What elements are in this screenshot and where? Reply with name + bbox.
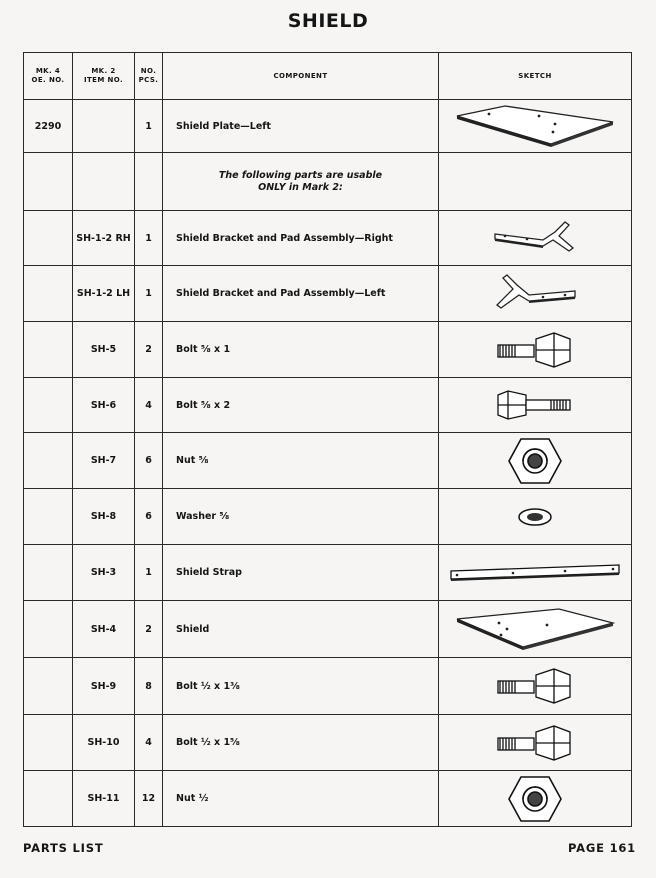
table-row <box>24 545 632 601</box>
mk4-oe-number-cell <box>24 378 73 433</box>
component-cell: Bolt ⅝ x 1 <box>163 322 439 378</box>
header-mk4 <box>24 53 73 100</box>
usage-note-line: ONLY in Mark 2: <box>258 181 343 193</box>
mk2-item-number-cell: SH-8 <box>73 489 135 545</box>
shield-plate-icon <box>439 607 631 651</box>
component-cell: Shield Bracket and Pad Assembly—Right <box>163 211 439 266</box>
header-pcs-line2: PCS. <box>138 76 159 84</box>
mk4-oe-number-cell <box>24 211 73 266</box>
mk4-oe-number-cell <box>24 266 73 322</box>
bolt-short-icon <box>439 667 631 705</box>
mk2-item-number-cell: SH-6 <box>73 378 135 433</box>
table-row <box>24 489 632 545</box>
mk2-item-number-cell <box>73 100 135 153</box>
bolt-short-icon <box>439 724 631 762</box>
sketch-cell <box>439 715 632 771</box>
header-mk2-line1: MK. 2 <box>91 67 116 75</box>
footer-page-number: PAGE 161 <box>568 841 636 855</box>
mk4-oe-number-cell <box>24 153 73 211</box>
pieces-cell: 1 <box>135 100 163 153</box>
mk2-item-number-cell: SH-9 <box>73 658 135 715</box>
header-mk2 <box>73 53 135 100</box>
table-header-row <box>24 53 632 100</box>
strap-icon <box>439 563 631 583</box>
hex-nut-icon <box>439 436 631 486</box>
header-pcs-line1: NO. <box>140 67 157 75</box>
pieces-cell: 4 <box>135 715 163 771</box>
pieces-cell: 2 <box>135 322 163 378</box>
mk4-oe-number-cell <box>24 601 73 658</box>
table-row <box>24 211 632 266</box>
shield-plate-left-icon <box>439 104 631 148</box>
bracket-right-icon <box>439 220 631 256</box>
component-cell: Nut ½ <box>163 771 439 827</box>
mk2-item-number-cell <box>73 153 135 211</box>
sketch-cell <box>439 211 632 266</box>
table-row <box>24 322 632 378</box>
pieces-cell: 1 <box>135 266 163 322</box>
bolt-long-icon <box>439 389 631 421</box>
sketch-cell <box>439 771 632 827</box>
mk4-oe-number-cell <box>24 545 73 601</box>
pieces-cell: 6 <box>135 433 163 489</box>
table-row <box>24 601 632 658</box>
component-cell: Shield Plate—Left <box>163 100 439 153</box>
pieces-cell: 12 <box>135 771 163 827</box>
sketch-cell <box>439 100 632 153</box>
sketch-cell <box>439 378 632 433</box>
sketch-cell <box>439 266 632 322</box>
mk2-item-number-cell: SH-5 <box>73 322 135 378</box>
page-title: SHIELD <box>287 10 369 32</box>
pieces-cell: 4 <box>135 378 163 433</box>
sketch-cell <box>439 658 632 715</box>
mk4-oe-number-cell <box>24 715 73 771</box>
component-cell: Shield Bracket and Pad Assembly—Left <box>163 266 439 322</box>
table-row <box>24 715 632 771</box>
usage-note-line: The following parts are usable <box>218 169 383 181</box>
component-cell: Shield <box>163 601 439 658</box>
header-mk2-line2: ITEM NO. <box>83 76 124 84</box>
component-cell: Nut ⅝ <box>163 433 439 489</box>
table-row <box>24 658 632 715</box>
header-component: COMPONENT <box>163 53 439 100</box>
component-cell: Shield Strap <box>163 545 439 601</box>
footer-parts-list: PARTS LIST <box>23 841 104 855</box>
mk2-item-number-cell: SH-1-2 RH <box>73 211 135 266</box>
pieces-cell: 1 <box>135 211 163 266</box>
sketch-cell <box>439 545 632 601</box>
component-cell: Washer ⅝ <box>163 489 439 545</box>
header-pcs <box>135 53 163 100</box>
table-row <box>24 153 632 211</box>
mk4-oe-number-cell: 2290 <box>24 100 73 153</box>
pieces-cell: 1 <box>135 545 163 601</box>
washer-icon <box>439 507 631 527</box>
mk4-oe-number-cell <box>24 771 73 827</box>
header-mk4-line1: MK. 4 <box>35 67 61 75</box>
bracket-left-icon <box>439 273 631 315</box>
table-row <box>24 771 632 827</box>
pieces-cell <box>135 153 163 211</box>
mk4-oe-number-cell <box>24 433 73 489</box>
pieces-cell: 2 <box>135 601 163 658</box>
parts-table <box>23 52 632 827</box>
table-row <box>24 433 632 489</box>
mk4-oe-number-cell <box>24 658 73 715</box>
sketch-cell <box>439 489 632 545</box>
component-cell: Bolt ½ x 1⅜ <box>163 658 439 715</box>
header-mk4-line2: OE. NO. <box>31 76 65 84</box>
pieces-cell: 6 <box>135 489 163 545</box>
mk2-item-number-cell: SH-11 <box>73 771 135 827</box>
bolt-short-icon <box>439 331 631 369</box>
sketch-cell <box>439 601 632 658</box>
mk2-item-number-cell: SH-4 <box>73 601 135 658</box>
mk2-item-number-cell: SH-1-2 LH <box>73 266 135 322</box>
sketch-cell <box>439 322 632 378</box>
sketch-cell <box>439 433 632 489</box>
hex-nut-icon <box>439 774 631 824</box>
mk4-oe-number-cell <box>24 322 73 378</box>
sketch-cell <box>439 153 632 211</box>
pieces-cell: 8 <box>135 658 163 715</box>
table-row <box>24 100 632 153</box>
usage-note-cell <box>163 153 439 211</box>
mk2-item-number-cell: SH-3 <box>73 545 135 601</box>
component-cell: Bolt ⅝ x 2 <box>163 378 439 433</box>
table-row <box>24 266 632 322</box>
mk4-oe-number-cell <box>24 489 73 545</box>
table-row <box>24 378 632 433</box>
mk2-item-number-cell: SH-10 <box>73 715 135 771</box>
header-sketch: SKETCH <box>439 53 632 100</box>
component-cell: Bolt ½ x 1⅝ <box>163 715 439 771</box>
mk2-item-number-cell: SH-7 <box>73 433 135 489</box>
